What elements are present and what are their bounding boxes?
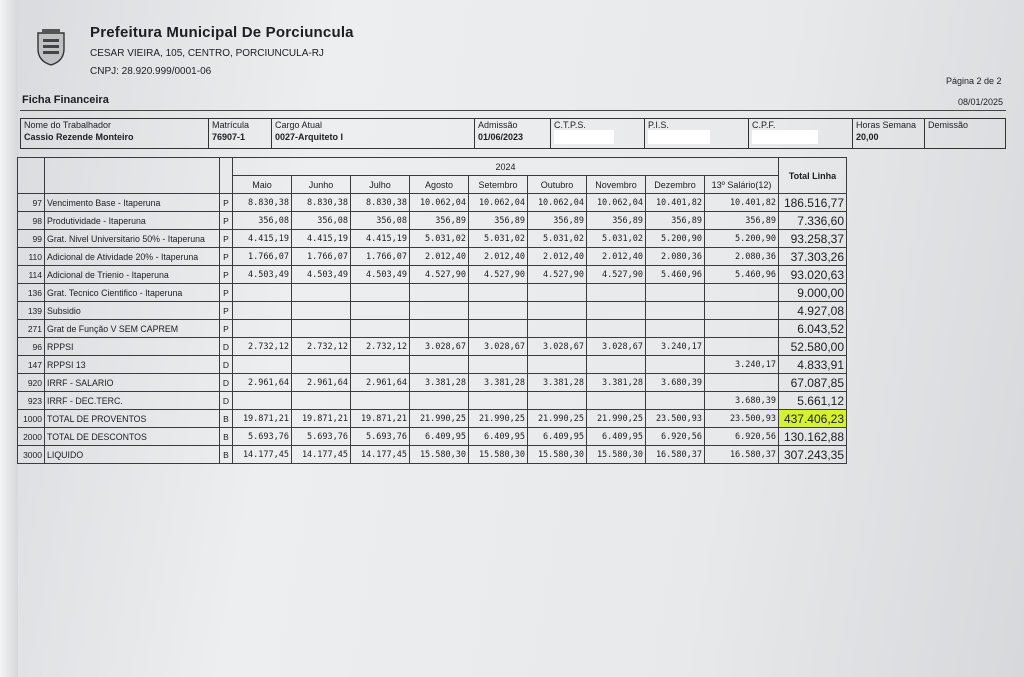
table-row xyxy=(18,356,847,374)
row-value: 5.200,90 xyxy=(646,230,705,248)
row-value: 5.031,02 xyxy=(410,230,469,248)
row-value xyxy=(351,284,410,302)
row-value: 2.012,40 xyxy=(410,248,469,266)
row-value xyxy=(410,392,469,410)
row-value: 21.990,25 xyxy=(528,410,587,428)
row-total: 4.927,08 xyxy=(779,302,847,320)
row-value: 5.031,02 xyxy=(587,230,646,248)
row-value xyxy=(233,392,292,410)
page-number: Página 2 de 2 xyxy=(946,76,1002,86)
row-description: Grat. Nivel Universitario 50% - Itaperuna xyxy=(45,230,220,248)
row-value: 2.080,36 xyxy=(646,248,705,266)
month-header: Setembro xyxy=(469,176,528,194)
row-value: 356,89 xyxy=(646,212,705,230)
municipal-crest-icon xyxy=(34,27,68,67)
row-value: 3.028,67 xyxy=(528,338,587,356)
row-value xyxy=(410,284,469,302)
month-header: Junho xyxy=(292,176,351,194)
ctps-cell: C.T.P.S. xyxy=(551,119,645,148)
print-date: 08/01/2025 xyxy=(958,97,1004,107)
row-value xyxy=(528,302,587,320)
row-value: 4.527,90 xyxy=(587,266,646,284)
row-total: 9.000,00 xyxy=(779,284,847,302)
table-row xyxy=(18,212,847,230)
row-code: 923 xyxy=(18,392,45,410)
matricula-cell: Matrícula 76907-1 xyxy=(209,119,272,148)
row-value: 4.415,19 xyxy=(233,230,292,248)
row-value xyxy=(646,284,705,302)
row-value: 5.460,96 xyxy=(705,266,779,284)
row-value: 5.693,76 xyxy=(351,428,410,446)
row-value: 3.381,28 xyxy=(410,374,469,392)
row-value: 5.031,02 xyxy=(469,230,528,248)
row-value xyxy=(469,284,528,302)
row-type: D xyxy=(220,392,233,410)
row-value: 356,89 xyxy=(410,212,469,230)
row-value: 21.990,25 xyxy=(469,410,528,428)
row-value: 2.012,40 xyxy=(469,248,528,266)
row-value: 3.381,28 xyxy=(528,374,587,392)
pis-cell: P.I.S. xyxy=(645,119,749,148)
row-value xyxy=(410,320,469,338)
row-value xyxy=(351,356,410,374)
row-description: IRRF - SALARIO xyxy=(45,374,220,392)
row-value xyxy=(351,302,410,320)
row-total: 67.087,85 xyxy=(779,374,847,392)
row-code: 99 xyxy=(18,230,45,248)
row-value: 23.500,93 xyxy=(646,410,705,428)
row-value: 4.503,49 xyxy=(351,266,410,284)
row-total-highlighted: 437.406,23 xyxy=(779,410,847,428)
row-description: LIQUIDO xyxy=(45,446,220,464)
row-value: 15.580,30 xyxy=(587,446,646,464)
month-header: Outubro xyxy=(528,176,587,194)
row-value: 2.961,64 xyxy=(233,374,292,392)
row-value: 14.177,45 xyxy=(233,446,292,464)
row-value: 356,08 xyxy=(351,212,410,230)
row-value xyxy=(469,302,528,320)
row-value: 4.415,19 xyxy=(292,230,351,248)
row-code: 136 xyxy=(18,284,45,302)
row-total: 7.336,60 xyxy=(779,212,847,230)
row-value xyxy=(587,320,646,338)
horas-cell: Horas Semana 20,00 xyxy=(853,119,925,148)
row-value: 2.732,12 xyxy=(233,338,292,356)
row-code: 147 xyxy=(18,356,45,374)
demissao-cell: Demissão xyxy=(928,120,969,130)
row-value: 14.177,45 xyxy=(292,446,351,464)
row-value: 6.409,95 xyxy=(587,428,646,446)
row-description: RPPSI 13 xyxy=(45,356,220,374)
code-header xyxy=(18,158,45,194)
cpf-cell: C.P.F. xyxy=(749,119,853,148)
row-code: 271 xyxy=(18,320,45,338)
row-value xyxy=(646,320,705,338)
month-header: Maio xyxy=(233,176,292,194)
row-value: 15.580,30 xyxy=(469,446,528,464)
table-row xyxy=(18,338,847,356)
row-value: 1.766,07 xyxy=(233,248,292,266)
row-type: B xyxy=(220,428,233,446)
row-value xyxy=(292,284,351,302)
row-description: Vencimento Base - Itaperuna xyxy=(45,194,220,212)
row-value: 3.028,67 xyxy=(469,338,528,356)
row-value: 3.381,28 xyxy=(587,374,646,392)
row-code: 114 xyxy=(18,266,45,284)
table-header-row-year xyxy=(18,158,847,176)
redacted-cpf xyxy=(752,130,818,144)
row-value: 4.527,90 xyxy=(528,266,587,284)
row-type: P xyxy=(220,194,233,212)
row-value: 3.381,28 xyxy=(469,374,528,392)
row-value xyxy=(233,302,292,320)
month-header: Julho xyxy=(351,176,410,194)
row-value xyxy=(587,284,646,302)
org-cnpj: CNPJ: 28.920.999/0001-06 xyxy=(90,66,212,77)
row-value xyxy=(233,284,292,302)
row-value: 6.920,56 xyxy=(646,428,705,446)
worker-info-box xyxy=(20,118,1006,149)
row-description: Subsidio xyxy=(45,302,220,320)
row-code: 96 xyxy=(18,338,45,356)
matricula-value: 76907-1 xyxy=(212,132,246,142)
row-code: 3000 xyxy=(18,446,45,464)
row-value: 21.990,25 xyxy=(410,410,469,428)
row-type: P xyxy=(220,320,233,338)
row-value: 2.961,64 xyxy=(351,374,410,392)
row-value: 10.401,82 xyxy=(705,194,779,212)
table-row xyxy=(18,284,847,302)
row-value xyxy=(351,320,410,338)
row-description: Produtividade - Itaperuna xyxy=(45,212,220,230)
admissao-cell: Admissão 01/06/2023 xyxy=(475,119,551,148)
row-value: 2.012,40 xyxy=(528,248,587,266)
page-fold xyxy=(0,0,18,677)
row-value: 3.680,39 xyxy=(646,374,705,392)
redacted-pis xyxy=(648,130,710,144)
row-value: 3.680,39 xyxy=(705,392,779,410)
month-header: Novembro xyxy=(587,176,646,194)
row-value: 10.062,04 xyxy=(469,194,528,212)
redacted-ctps xyxy=(554,130,614,144)
row-value: 3.240,17 xyxy=(705,356,779,374)
row-value xyxy=(292,320,351,338)
row-value: 19.871,21 xyxy=(233,410,292,428)
type-header xyxy=(220,158,233,194)
total-header: Total Linha xyxy=(779,158,847,194)
row-value: 16.580,37 xyxy=(705,446,779,464)
row-value xyxy=(292,302,351,320)
row-value xyxy=(469,320,528,338)
row-value xyxy=(292,392,351,410)
row-total: 6.043,52 xyxy=(779,320,847,338)
row-value: 16.580,37 xyxy=(646,446,705,464)
row-type: P xyxy=(220,248,233,266)
row-description: Grat de Função V SEM CAPREM xyxy=(45,320,220,338)
table-body xyxy=(18,194,847,464)
year-header: 2024 xyxy=(233,158,779,176)
row-value xyxy=(233,356,292,374)
row-value: 2.732,12 xyxy=(351,338,410,356)
row-type: P xyxy=(220,284,233,302)
row-code: 2000 xyxy=(18,428,45,446)
row-value xyxy=(705,374,779,392)
table-row xyxy=(18,392,847,410)
row-value xyxy=(646,356,705,374)
row-description: Grat. Tecnico Cientifico - Itaperuna xyxy=(45,284,220,302)
row-total: 93.258,37 xyxy=(779,230,847,248)
row-type: D xyxy=(220,374,233,392)
table-row xyxy=(18,374,847,392)
row-value xyxy=(469,356,528,374)
row-value: 6.409,95 xyxy=(469,428,528,446)
table-row xyxy=(18,320,847,338)
row-value: 23.500,93 xyxy=(705,410,779,428)
table-row xyxy=(18,248,847,266)
row-type: P xyxy=(220,212,233,230)
row-total: 5.661,12 xyxy=(779,392,847,410)
row-value xyxy=(705,302,779,320)
row-total: 130.162,88 xyxy=(779,428,847,446)
cargo-value: 0027-Arquiteto I xyxy=(275,132,344,142)
row-value: 14.177,45 xyxy=(351,446,410,464)
row-value: 5.200,90 xyxy=(705,230,779,248)
desc-header xyxy=(45,158,220,194)
table-row xyxy=(18,266,847,284)
row-total: 93.020,63 xyxy=(779,266,847,284)
row-value: 19.871,21 xyxy=(292,410,351,428)
row-value xyxy=(705,320,779,338)
row-value: 4.527,90 xyxy=(410,266,469,284)
row-value xyxy=(292,356,351,374)
cargo-cell: Cargo Atual 0027-Arquiteto I xyxy=(272,119,475,148)
row-value xyxy=(587,302,646,320)
row-value: 1.766,07 xyxy=(351,248,410,266)
row-value xyxy=(351,392,410,410)
row-value: 21.990,25 xyxy=(587,410,646,428)
row-type: P xyxy=(220,266,233,284)
row-value: 5.693,76 xyxy=(233,428,292,446)
row-value: 356,89 xyxy=(587,212,646,230)
row-value: 3.240,17 xyxy=(646,338,705,356)
row-total: 37.303,26 xyxy=(779,248,847,266)
row-value: 10.401,82 xyxy=(646,194,705,212)
row-value: 2.732,12 xyxy=(292,338,351,356)
row-value xyxy=(587,356,646,374)
row-value xyxy=(646,392,705,410)
row-description: RPPSI xyxy=(45,338,220,356)
row-value: 6.409,95 xyxy=(410,428,469,446)
row-type: B xyxy=(220,446,233,464)
horas-value: 20,00 xyxy=(856,132,879,142)
row-value: 4.415,19 xyxy=(351,230,410,248)
row-code: 97 xyxy=(18,194,45,212)
row-type: D xyxy=(220,338,233,356)
row-code: 139 xyxy=(18,302,45,320)
row-code: 98 xyxy=(18,212,45,230)
row-value: 356,89 xyxy=(528,212,587,230)
row-description: Adicional de Trienio - Itaperuna xyxy=(45,266,220,284)
row-value xyxy=(528,284,587,302)
row-total: 4.833,91 xyxy=(779,356,847,374)
row-value xyxy=(469,392,528,410)
financial-table xyxy=(17,157,847,464)
worker-name: Cassio Rezende Monteiro xyxy=(24,132,134,142)
table-row xyxy=(18,428,847,446)
row-value xyxy=(410,302,469,320)
row-value: 8.830,38 xyxy=(351,194,410,212)
table-row xyxy=(18,194,847,212)
table-row xyxy=(18,410,847,428)
month-header: 13º Salário(12) xyxy=(705,176,779,194)
row-description: TOTAL DE DESCONTOS xyxy=(45,428,220,446)
row-value xyxy=(233,320,292,338)
row-code: 920 xyxy=(18,374,45,392)
row-type: P xyxy=(220,230,233,248)
row-value: 356,89 xyxy=(469,212,528,230)
doc-title: Ficha Financeira xyxy=(22,94,109,106)
org-title: Prefeitura Municipal De Porciuncula xyxy=(90,24,354,41)
row-value: 356,89 xyxy=(705,212,779,230)
row-description: IRRF - DEC.TERC. xyxy=(45,392,220,410)
table-row xyxy=(18,230,847,248)
row-total: 307.243,35 xyxy=(779,446,847,464)
row-value: 2.012,40 xyxy=(587,248,646,266)
row-value: 2.080,36 xyxy=(705,248,779,266)
row-value xyxy=(587,392,646,410)
row-value: 6.920,56 xyxy=(705,428,779,446)
row-value: 5.693,76 xyxy=(292,428,351,446)
row-value: 3.028,67 xyxy=(410,338,469,356)
row-value: 8.830,38 xyxy=(233,194,292,212)
row-value: 19.871,21 xyxy=(351,410,410,428)
row-type: P xyxy=(220,302,233,320)
row-value xyxy=(646,302,705,320)
row-type: D xyxy=(220,356,233,374)
row-value: 2.961,64 xyxy=(292,374,351,392)
row-value: 1.766,07 xyxy=(292,248,351,266)
row-value: 15.580,30 xyxy=(410,446,469,464)
row-value: 4.503,49 xyxy=(233,266,292,284)
row-value: 10.062,04 xyxy=(587,194,646,212)
row-code: 1000 xyxy=(18,410,45,428)
row-value xyxy=(705,338,779,356)
row-code: 110 xyxy=(18,248,45,266)
row-value: 3.028,67 xyxy=(587,338,646,356)
row-value xyxy=(705,284,779,302)
row-description: TOTAL DE PROVENTOS xyxy=(45,410,220,428)
month-header: Dezembro xyxy=(646,176,705,194)
admissao-value: 01/06/2023 xyxy=(478,132,524,142)
row-value xyxy=(410,356,469,374)
row-description: Adicional de Atividade 20% - Itaperuna xyxy=(45,248,220,266)
worker-name-cell: Nome do Trabalhador Cassio Rezende Monteiro xyxy=(21,119,209,148)
row-value xyxy=(528,392,587,410)
row-value xyxy=(528,320,587,338)
row-value: 10.062,04 xyxy=(528,194,587,212)
table-row xyxy=(18,446,847,464)
row-value: 5.460,96 xyxy=(646,266,705,284)
row-value: 5.031,02 xyxy=(528,230,587,248)
header-divider xyxy=(20,110,1006,111)
row-value xyxy=(528,356,587,374)
row-value: 15.580,30 xyxy=(528,446,587,464)
row-value: 356,08 xyxy=(292,212,351,230)
row-value: 6.409,95 xyxy=(528,428,587,446)
row-total: 52.580,00 xyxy=(779,338,847,356)
row-value: 8.830,38 xyxy=(292,194,351,212)
row-type: B xyxy=(220,410,233,428)
org-address: CESAR VIEIRA, 105, CENTRO, PORCIUNCULA-RJ xyxy=(90,48,324,59)
row-value: 4.527,90 xyxy=(469,266,528,284)
row-value: 4.503,49 xyxy=(292,266,351,284)
month-header: Agosto xyxy=(410,176,469,194)
table-row xyxy=(18,302,847,320)
row-value: 10.062,04 xyxy=(410,194,469,212)
row-total: 186.516,77 xyxy=(779,194,847,212)
row-value: 356,08 xyxy=(233,212,292,230)
